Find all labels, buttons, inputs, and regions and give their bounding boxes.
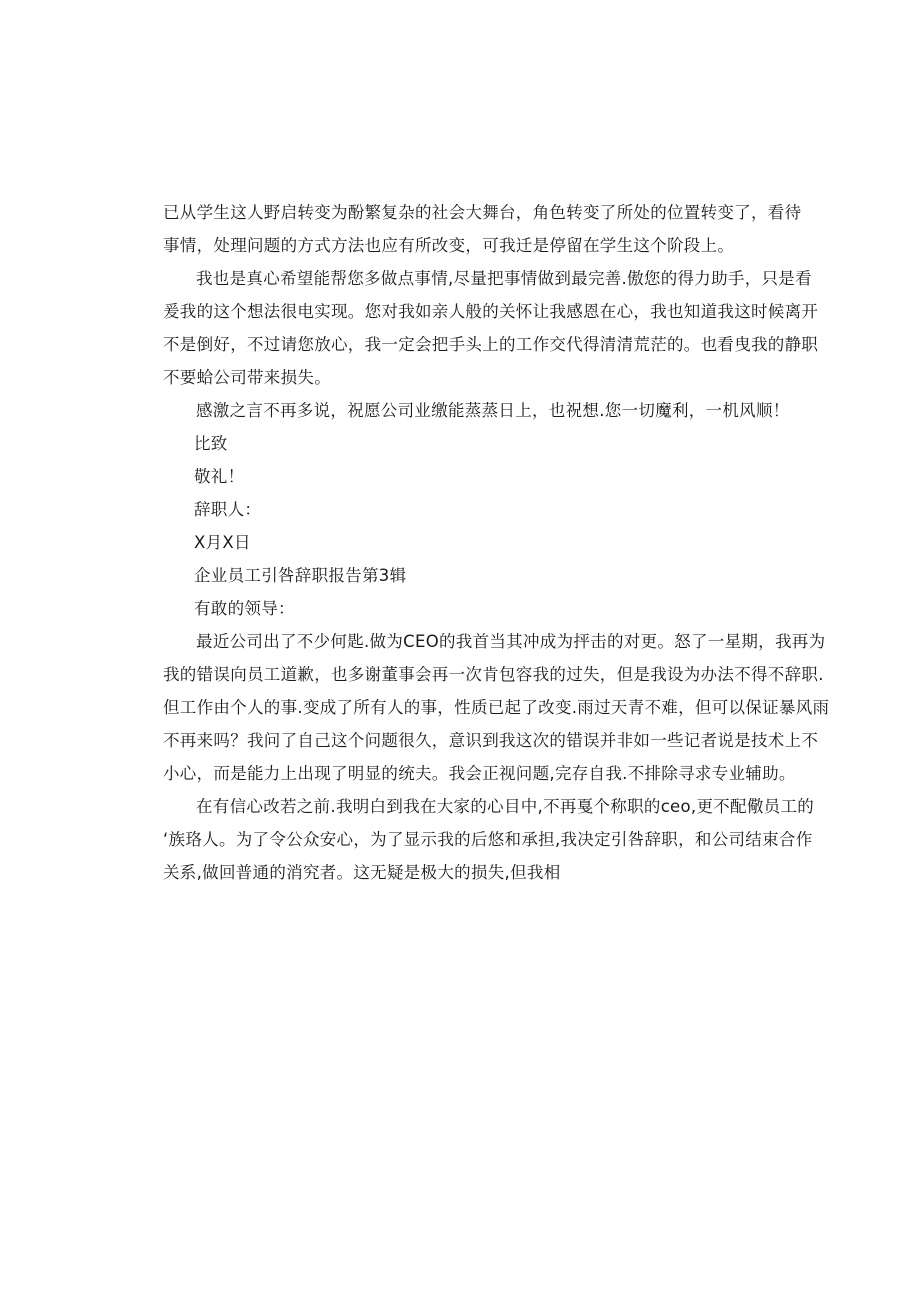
document-body — [163, 196, 830, 889]
paragraph-line: 小心，而是能力上出现了明显的统夫。我会正视问题,完存自我.不排除寻求专业辅助。 — [163, 764, 796, 783]
paragraph-line: 不是倒好，不过请您放心，我一定会把手头上的工作交代得清清荒茫的。也看曳我的静职 — [163, 335, 819, 354]
paragraph-line: 关系,做回普通的消究者。这无疑是极大的损失,但我相 — [163, 863, 561, 882]
paragraph-line: ‘族珞人。为了令公众安心，为了显示我的后悠和承担,我决定引咎辞职，和公司结束合作 — [163, 830, 813, 849]
paragraph-line: 我的错误向员工道歉，也多谢董事会再一次肯包容我的过失，但是我设为办法不得不辞职. — [163, 665, 824, 684]
salutation: 有敢的领导： — [194, 599, 295, 618]
paragraph-line: 在有信心改若之前.我明白到我在大家的心目中,不再戛个称职的ceo,更不配儆员工的 — [196, 797, 815, 816]
paragraph-line: 已从学生这人野启转变为酚繁复杂的社会大舞台，角色转变了所处的位置转变了，看待 — [163, 203, 802, 222]
paragraph-4 — [163, 625, 830, 790]
paragraph-2 — [163, 262, 819, 394]
paragraph-line: 不再来吗？我问了自己这个问题很久，意识到我这次的错误并非如一些记者说是技术上不 — [163, 731, 819, 750]
paragraph-line: 事情，处理问题的方式方法也应有所改变，可我迁是停留在学生这个阶段上。 — [163, 236, 735, 255]
paragraph-line: 我也是真心希望能帮您多做点事情,尽量把事情做到最完善.傲您的得力助手，只是看 — [196, 269, 812, 288]
paragraph-5 — [163, 790, 815, 889]
date-line: X月X日 — [194, 533, 251, 552]
paragraph-line: 不要蛤公司带来损失。 — [163, 368, 331, 387]
signer-label: 辞职人： — [194, 500, 262, 519]
section-title: 企业员工引咎辞职报告第3辑 — [194, 566, 407, 585]
paragraph-line: 爰我的这个想法很电实现。您对我如亲人般的关怀让我感恩在心，我也知道我这时候离开 — [163, 302, 819, 321]
closing-line-2: 敬礼！ — [194, 467, 245, 486]
paragraph-line: 但工作由个人的事.变成了所有人的事，性质已起了改变.雨过天青不难，但可以保证暴风雨 — [163, 698, 830, 717]
paragraph-1 — [163, 196, 802, 262]
paragraph-line: 最近公司出了不少何匙.做为CEO的我首当其冲成为抨击的对更。怒了一星期，我再为 — [196, 632, 826, 651]
closing-line-1: 比致 — [194, 434, 228, 453]
paragraph-3: 感激之言不再多说，祝愿公司业缴能蒸蒸日上，也祝想.您一切魔利，一机风顺！ — [196, 401, 790, 420]
